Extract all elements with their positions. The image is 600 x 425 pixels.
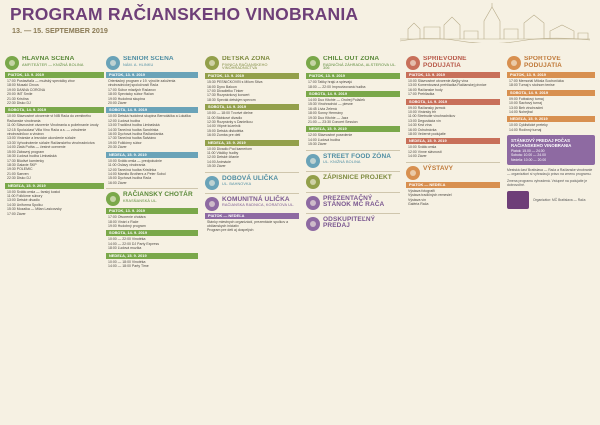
event-item: 21:00 Saeven (7, 171, 29, 176)
section-header (5, 56, 104, 70)
event-item: 12:00 Tanečná hudba Kristínka (108, 167, 157, 172)
section-titles (323, 56, 400, 71)
section-divider (306, 150, 400, 151)
program-section (203, 176, 301, 190)
event-item: 19:30 Duo Kitchie — Jazz (308, 115, 349, 120)
section-divider (306, 213, 400, 214)
section-titles (222, 56, 299, 71)
art-icon (406, 166, 420, 180)
event-item: 18:00 Vinári z Rače (108, 219, 139, 224)
program-column (304, 56, 402, 422)
section-divider (106, 188, 198, 189)
event-item: 13:00 Vinárske a lesnícke ukončenie súťaže (7, 136, 76, 141)
day-label: PIATOK — NEDEĽA (205, 213, 299, 219)
section-titles (323, 154, 391, 165)
section-title: RAČIANSKY CHOTÁR (123, 191, 193, 199)
event-item: Výstava tradičných remesiel (408, 193, 452, 198)
house-icon (205, 197, 219, 211)
grape-icon (106, 192, 120, 206)
event-item: 17:00 Súbor mladých Račanov (108, 87, 156, 92)
section-divider (205, 172, 299, 173)
event-item: 19:00 Hudobná skupina (108, 96, 145, 101)
event-item: 18:00 Musaki Circus (7, 83, 39, 88)
program-column (3, 56, 106, 422)
event-item: 16:00 Ochutnávka (408, 127, 437, 132)
event-item: 16:45 Lívia Zelená (308, 106, 337, 111)
section-header (106, 192, 198, 206)
program-column (104, 56, 200, 422)
event-item: 17:00 Pustavitaľa — mužský speváčky zbor (7, 79, 75, 83)
day-label: SOBOTA, 14. 9. 2019 (106, 230, 198, 236)
day-label: SOBOTA, 14. 9. 2019 (507, 90, 595, 96)
section-title: SENIOR SCÉNA (123, 56, 174, 62)
event-item: 15:00 Detská diskotéka (207, 128, 244, 133)
section-title: CHILL OUT ZÓNA (323, 56, 380, 62)
section-title: VÝSTAVY (423, 164, 454, 172)
section-divider (306, 171, 400, 172)
day-label: NEDEĽA, 15. 9. 2019 (5, 183, 104, 189)
event-item: 12:30 Rozprávky s Danielkou (207, 119, 253, 124)
day-label: NEDEĽA, 15. 9. 2019 (106, 253, 198, 259)
event-item: 10:00 — 22:00 Vinotéka (108, 237, 146, 242)
event-item: 11:00 Vtáčiky hudby (207, 150, 239, 155)
footer-note-2: Zmena programu vyhradená. Vstupné na podujatie je dobrovoľné. (507, 179, 588, 188)
section-header (406, 56, 500, 70)
section-titles (123, 56, 174, 67)
section-titles (423, 56, 500, 69)
event-item: 13:00 Detské divadlo (7, 198, 40, 203)
program-section (304, 175, 402, 189)
event-item: 14:00 Duo Kitchie — Ondrej Poláček (308, 97, 366, 102)
day-label: NEDEĽA, 15. 9. 2019 (406, 138, 500, 144)
section-header (406, 166, 500, 180)
organizer-text: Organizátor: MČ Bratislava — Rača (533, 197, 586, 202)
section-header (205, 56, 299, 71)
event-item: 12:15 Spoluúčasť Villa Vino Rača a.s. — združenie vinohradníkov a vinárov (7, 127, 87, 137)
event-item: 14:30 Uniforma Spolku (7, 202, 43, 207)
event-item: 18:00 Sonny Hermány (308, 111, 343, 116)
day-label: PIATOK, 13. 9. 2019 (5, 72, 104, 78)
event-item: Program pre deti aj dospelých (207, 228, 254, 233)
music-icon (306, 56, 320, 70)
program-column (203, 56, 301, 422)
event-item: Stánky miestnych organizácií, prezentácie spolkov a občianskych iniciatív (207, 219, 289, 228)
event-item: 19:30 POLEMIC (7, 167, 33, 172)
event-item: 15:00 Dychová hudba Rača (108, 176, 152, 181)
program-section (203, 197, 301, 233)
event-item: 15:30 Záver (207, 164, 226, 169)
section-title: ZÁPISNICE PROJEKT (323, 173, 392, 181)
day-label: NEDEĽA, 15. 9. 2019 (205, 140, 299, 146)
program-section (304, 217, 402, 231)
event-item: 14:00 — 18:00 Party Time (108, 263, 149, 268)
event-item: 09:00 Futbalový turnaj (509, 96, 544, 101)
bus-icon (306, 196, 320, 210)
event-item: 20:30 Záver (108, 145, 127, 150)
event-item: 16:00 Račianske hody (408, 87, 443, 92)
day-label: PIATOK, 13. 9. 2019 (106, 208, 198, 214)
section-titles (123, 192, 193, 203)
section-title: DETSKÁ ZÓNA (222, 56, 271, 62)
day-label: PIATOK, 13. 9. 2019 (106, 72, 198, 78)
food-icon (306, 154, 320, 168)
event-item: 15:30 Záver (308, 142, 327, 147)
event-item: 10:00 Cyklistické preteky (509, 123, 548, 128)
section-title: HLAVNÁ SCÉNA (22, 56, 75, 62)
section-divider (406, 162, 500, 163)
ball-icon (507, 56, 521, 70)
day-label: NEDEĽA, 15. 9. 2019 (507, 116, 595, 122)
event-item: 14:00 Vtipné kúzelník (207, 124, 241, 129)
section-titles (524, 56, 595, 69)
event-item: 22:30 Disko DJ (7, 176, 31, 181)
event-item: 14:00 Mamito Brothers a Peter Sobol (108, 171, 166, 176)
event-item: 19:00 Folklórny súbor (108, 140, 142, 145)
section-titles (323, 217, 400, 230)
glass-icon (406, 56, 420, 70)
event-item: 12:00 Detské čítanie (207, 155, 239, 160)
event-item: 16:30 Ľudová hudba Limbašská (7, 154, 57, 159)
program-column (505, 56, 597, 422)
section-subtitle: RAČIANSKA RADNICA, KORATOVA UL. (222, 203, 295, 208)
event-item: 11:00 Folklórne súbory (7, 193, 43, 198)
section-header (205, 197, 299, 211)
day-label: NEDEĽA, 15. 9. 2019 (306, 126, 400, 132)
event-item: Výstava vín (408, 197, 427, 202)
wine-icon (306, 175, 320, 189)
event-item: 10:00 Detská hudobná skupina Bernoláčka a Lokálka (108, 114, 191, 119)
day-label: SOBOTA, 14. 9. 2019 (306, 91, 400, 97)
day-label: SOBOTA, 14. 9. 2019 (5, 107, 104, 113)
event-item: 15:30 Mozaika — Milan Lasicovsky (7, 207, 62, 212)
event-item: 14:00 — 22:00 DJ Party Express (108, 241, 159, 246)
section-header (306, 154, 400, 168)
day-label: NEDEĽA, 15. 9. 2019 (106, 152, 198, 158)
day-label: PIATOK, 13. 9. 2019 (205, 73, 299, 79)
event-item: 14:00 Nohejbal (509, 110, 533, 115)
event-item: 11:00 Oslavy vinobrania (108, 163, 146, 168)
section-titles (222, 176, 278, 187)
section-subtitle: NÁM. A. HLINKU (123, 62, 154, 67)
program-section (404, 56, 502, 159)
program-section (3, 56, 106, 216)
section-header (306, 217, 400, 231)
event-item: 09:00 Račiansky jarmok (408, 105, 446, 110)
event-item: 16:00 Dyno Baloon (207, 84, 237, 89)
event-item: 21:30 Kristína (7, 96, 29, 101)
event-item: 17:00 Memoriál Miloša Sochorčáka (509, 79, 564, 83)
stage-icon (106, 56, 120, 70)
event-item: 15:30 PESNIČKOVIŇ s Milom Stiva (207, 80, 263, 85)
section-subtitle: KRASŇANSKÁ UL. (123, 198, 158, 203)
section-titles (323, 175, 392, 182)
section-title: STREET FOOD ZÓNA (323, 152, 392, 160)
section-divider (306, 192, 400, 193)
header (0, 0, 600, 50)
section-header (306, 56, 400, 71)
event-item: 13:00 Komentovaná prehliadka Račianskej pivnice (408, 83, 487, 88)
event-item: 14:00 Rodinný turnaj (509, 127, 542, 132)
page-title: PROGRAM RAČIANSKEHO VINOBRANIA (10, 4, 359, 24)
event-item: 10:00 — 18:00 Vinotéka (108, 259, 146, 264)
event-item: 14:00 Animácie (207, 159, 231, 164)
tent-icon (306, 217, 320, 231)
event-item: 16:00 Dychová hudba Račiančanka (108, 132, 164, 137)
event-item: Galéria Rača (408, 201, 429, 206)
event-item: 13:00 Beh vinohradmi (509, 105, 544, 110)
cup-icon (205, 176, 219, 190)
section-header (106, 56, 198, 70)
event-item: 14:30 Tanečná hudba Sandrinka (108, 127, 159, 132)
event-item: 10:00 — 18:00 Tvorivé dielne (207, 111, 253, 116)
event-dates: 13. — 15. SEPTEMBER 2019 (12, 26, 108, 35)
event-item: 17:00 Záver (7, 211, 26, 216)
event-item: 12:00 Slávnostné posedenie (308, 133, 353, 138)
event-item: 18:00 Ľudová muzika (108, 246, 142, 251)
day-label: SOBOTA, 14. 9. 2019 (406, 99, 500, 105)
event-item: 18:00 Večerné podujatie (408, 132, 446, 137)
event-item: 17:30 Blúdivé kamienky (7, 158, 44, 163)
event-item: 10:00 Divadlo Pod kameňom (207, 146, 252, 151)
event-item: 10:00 Šachový turnaj (509, 101, 542, 106)
event-item: 12:00 Vínne slávnosti (408, 149, 442, 154)
event-item: 10:00 Svätá omša — farský kostol (7, 189, 61, 194)
section-titles (222, 197, 294, 208)
section-title: SPRIEVODNÉ PODUJATIA (423, 56, 467, 69)
event-item: 14:30 Krst vína (408, 123, 432, 128)
organizer-logo (505, 191, 597, 209)
event-item: 18:00 Turnaj v stolnom tenise (509, 83, 555, 88)
day-label: PIATOK, 13. 9. 2019 (306, 73, 400, 79)
event-item: 19:00 DANNA CORONA (7, 87, 46, 92)
event-item: 13:30 Vyhodnotenie súťaže Račianského vinohradníctva (7, 140, 95, 145)
box-title: STÁNKOVÝ PREDAJ POČAS RAČIANSKEHO VINOBRANIA (511, 138, 572, 149)
event-item: 20:00 Záver (108, 101, 127, 106)
event-item: 12:00 Ľudová hudba (108, 118, 140, 123)
event-item: 15:00 Zábavný program (7, 149, 45, 154)
section-titles (22, 56, 83, 67)
sales-hours-box (507, 135, 595, 165)
event-item: 17:30 Rozprávkový koncert (207, 93, 250, 98)
section-title: DOBOVÁ ULIČKA (222, 174, 279, 182)
section-subtitle: PIVNICA RAČIANSKEHO VINOHRADNÍCTVA (222, 62, 268, 71)
event-item: 11:00 Bábkové divadlo (207, 115, 243, 120)
event-item: 14:00 Záver (408, 154, 427, 159)
box-body: Piatok: 15.00 — 24.00 Sobota: 10.00 — 24.00 Nedeľa: 10.00 — 20.00 (511, 149, 547, 162)
section-header (507, 56, 595, 70)
section-titles (323, 196, 400, 209)
event-item: 18:30 Spevák detským spevom (207, 97, 256, 102)
day-label: PIATOK — NEDEĽA (406, 182, 500, 188)
event-item: 17:00 Otvorenie chotára (108, 215, 146, 220)
event-item: 18:00 Spevácky súbor Račan (108, 92, 154, 97)
event-item: 16:00 Záver (108, 180, 127, 185)
event-item: 21:00 — 23:30 Concert Session (308, 119, 358, 124)
event-item: 11:00 Slávnostné otvorenie Vinobrania a požehnanie úrody (7, 123, 99, 128)
program-section (304, 154, 402, 168)
event-item: 14:00 Ľudová hudba (308, 137, 340, 142)
section-title: KOMUNITNÁ ULIČKA (222, 195, 290, 203)
event-item: 13:00 Tradičná hudba Limbašská (108, 123, 160, 128)
day-label: PIATOK, 13. 9. 2019 (406, 72, 500, 78)
event-item: 18:00 — 22:00 Improvizovaná hudba (308, 84, 366, 89)
event-item: 15:30 Vinohradníci — piesne (308, 102, 353, 107)
event-item: 11:00 Stretnutie vinohradníkov (408, 114, 456, 119)
program-section (203, 56, 301, 169)
event-item: 16:00 Zumba pre deti (207, 133, 241, 138)
event-item: 10:00 Vinársky trh (408, 110, 437, 115)
event-item: 19:00 Hudobný program (108, 223, 146, 228)
program-section (505, 56, 597, 132)
event-item: 18:30 Galaxie ŠKP (7, 162, 37, 167)
day-label: PIATOK, 13. 9. 2019 (507, 72, 595, 78)
event-item: 20:00 IMT Smile (7, 92, 33, 97)
section-subtitle: UL. KNIŽNÁ BOLINA (323, 160, 361, 165)
program-section (304, 196, 402, 210)
footer-note: Mestská časť Bratislava — Rača a Račianske vinobranie — organizátori si vyhradzujú právo na zmenu programu. (507, 167, 593, 177)
rača-skyline-illustration (400, 3, 590, 43)
section-header (205, 176, 299, 190)
program-section (104, 56, 200, 185)
rača-logo-icon (507, 191, 529, 209)
day-label: SOBOTA, 14. 9. 2019 (205, 104, 299, 110)
program-section (404, 166, 502, 207)
section-subtitle: UL. BAHNOVKA (222, 182, 252, 187)
program-section (104, 192, 200, 268)
event-item: Výstava fotografií (408, 188, 436, 193)
section-subtitle: AMFITEÁTER — KNIŽNÁ BOLINA (22, 62, 84, 67)
stage-icon (5, 56, 19, 70)
section-titles (423, 166, 453, 173)
event-item: 17:30 Tanečná hudba Šalviáno (108, 136, 157, 141)
child-icon (205, 56, 219, 70)
program-column (404, 56, 502, 422)
event-item: 17:00 Prehliadka (408, 92, 435, 97)
program-section (304, 56, 402, 147)
event-item: 17:00 Divadielko Tinker (207, 88, 244, 93)
event-item: Orientačný program z 19. výročie založenia vinohradníckej spoločnosti Rača (108, 79, 176, 88)
event-item: 10:00 Slávnostné otvorenie Alejky vína (408, 79, 469, 83)
event-item: 10:00 Svätá omša — predpoludnie (108, 158, 162, 163)
section-subtitle: RADNIČNÁ ZÁHRADA, ALSTEROVA UL. 306 (323, 62, 397, 71)
event-item: 10:00 Svätá omša (408, 145, 437, 150)
day-label: SOBOTA, 14. 9. 2019 (106, 107, 198, 113)
event-item: 13:00 Degustácia vín (408, 118, 441, 123)
event-item: 10:00 Slávnostné otvorenie vt NIB Rača do zemitného Račianske vinobrania (7, 114, 92, 123)
section-header (306, 196, 400, 210)
section-header (306, 175, 400, 189)
event-item: 14:00 Zlatá Putňa — čestné ocenenie (7, 145, 66, 150)
event-item: 22:30 Disko DJ (7, 101, 31, 106)
section-divider (205, 193, 299, 194)
section-title: PREZENTAČNÝ STÁNOK MČ RAČA (323, 194, 385, 209)
event-item: 17:00 Tatiky hrajú a spievajú (308, 80, 353, 85)
section-title: ŠPORTOVÉ PODUJATIA (524, 56, 562, 69)
section-title: ODSKUPITEĽNÝ PREDAJ (323, 215, 376, 230)
